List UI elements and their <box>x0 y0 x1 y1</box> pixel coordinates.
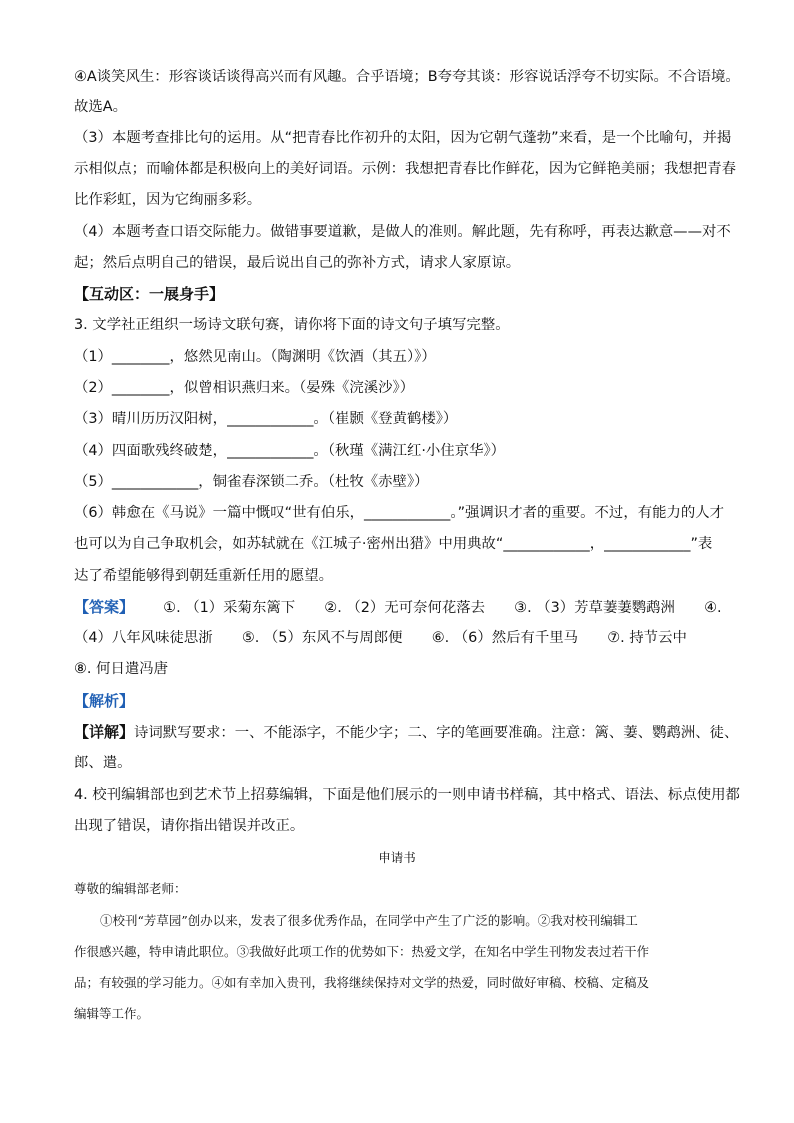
section-heading: 【互动区：一展身手】 <box>74 285 225 303</box>
question-3-item-6-end: 达了希望能够得到朝廷重新任用的愿望。 <box>74 568 334 584</box>
application-paragraph-line-3: 品；有较强的学习能力。④如有幸加入贵刊，我将继续保持对文学的热爱，同时做好审稿、校稿、定稿及 <box>74 975 650 990</box>
answer-item: （4）八年风味徒思浙 <box>74 630 213 646</box>
application-title: 申请书 <box>378 850 416 865</box>
explanation-line-2: 故选A。 <box>74 99 128 115</box>
analysis-label: 【解析】 <box>74 692 135 710</box>
answer-item: ④. <box>704 600 722 616</box>
question-3-item-4: （4）四面歌残终破楚，____________。（秋瑾《满江红·小住京华》） <box>74 443 506 459</box>
question-3-stem: 3. 文学社正组织一场诗文联句赛，请你将下面的诗文句子填写完整。 <box>74 317 510 333</box>
question-3-item-5: （5）____________，铜雀春深锁二乔。（杜牧《赤壁》） <box>74 474 429 490</box>
explanation-line-6: （4）本题考查口语交际能力。做错事要道歉，是做人的准则。解此题，先有称呼，再表达歉意——对不 <box>74 224 731 240</box>
answer-row-1 <box>74 597 724 618</box>
answer-row-3 <box>74 659 724 679</box>
question-3-item-6-cont: 也可以为自己争取机会，如苏轼就在《江城子·密州出猎》中用典故“____________，____________”表 <box>74 536 713 552</box>
application-salutation: 尊敬的编辑部老师： <box>74 881 187 896</box>
answer-item: ①. （1）采菊东篱下 <box>163 600 296 616</box>
question-3-item-2: （2）________，似曾相识燕归来。（晏殊《浣溪沙》） <box>74 380 415 396</box>
question-4-line-1: 4. 校刊编辑部也到艺术节上招募编辑，下面是他们展示的一则申请书样稿，其中格式、语法、标点使用都 <box>74 787 740 803</box>
answer-item: ⑦. 持节云中 <box>607 630 687 646</box>
explanation-line-1: ④A谈笑风生：形容谈话谈得高兴而有风趣。合乎语境；B夸夸其谈：形容说话浮夸不切实际。不合语境。 <box>74 69 740 85</box>
detail-line-2: 郎、遣。 <box>74 755 132 771</box>
question-3-item-3: （3）晴川历历汉阳树，____________。（崔颢《登黄鹤楼》） <box>74 411 458 427</box>
answer-item: ⑤. （5）东风不与周郎便 <box>241 630 403 646</box>
answer-item: ③. （3）芳草萋萋鹦鹉洲 <box>514 600 675 616</box>
application-paragraph-line-1: ①校刊“芳草园”创办以来，发表了很多优秀作品，在同学中产生了广泛的影响。②我对校刊编辑工 <box>100 913 638 928</box>
detail-text: 诗词默写要求：一、不能添字，不能少字；二、字的笔画要准确。注意：篱、萋、鹦鹉洲、徒、 <box>134 725 739 741</box>
explanation-line-4: 示相似点；而喻体都是积极向上的美好词语。示例：我想把青春比作鲜花，因为它鲜艳美丽；我想把青春 <box>74 161 736 177</box>
answer-item: ②. （2）无可奈何花落去 <box>324 600 486 616</box>
answer-item: ⑧. 何日遣冯唐 <box>74 661 169 677</box>
answer-row-2 <box>74 628 724 648</box>
application-paragraph-line-2: 作很感兴趣，特申请此职位。③我做好此项工作的优势如下：热爱文学，在知名中学生刊物发表过若干作 <box>74 944 650 959</box>
explanation-line-7: 起；然后点明自己的错误，最后说出自己的弥补方式，请求人家原谅。 <box>74 255 521 271</box>
answer-item: ⑥. （6）然后有千里马 <box>431 630 579 646</box>
explanation-line-5: 比作彩虹，因为它绚丽多彩。 <box>74 192 262 208</box>
detail-line-1 <box>74 722 739 743</box>
question-4-line-2: 出现了错误，请你指出错误并改正。 <box>74 818 305 834</box>
explanation-line-3: （3）本题考查排比句的运用。从“把青春比作初升的太阳，因为它朝气蓬勃”来看，是一个比喻句，并揭 <box>74 130 732 146</box>
answer-label: 【答案】 <box>74 598 135 616</box>
application-paragraph-line-4: 编辑等工作。 <box>74 1006 150 1021</box>
question-3-item-6: （6）韩愈在《马说》一篇中慨叹“世有伯乐，____________。”强调识才者的重要。不过，有能力的人才 <box>74 505 725 521</box>
question-3-item-1: （1）________，悠然见南山。（陶渊明《饮酒（其五）》） <box>74 349 436 365</box>
detail-label: 【详解】 <box>74 723 135 741</box>
